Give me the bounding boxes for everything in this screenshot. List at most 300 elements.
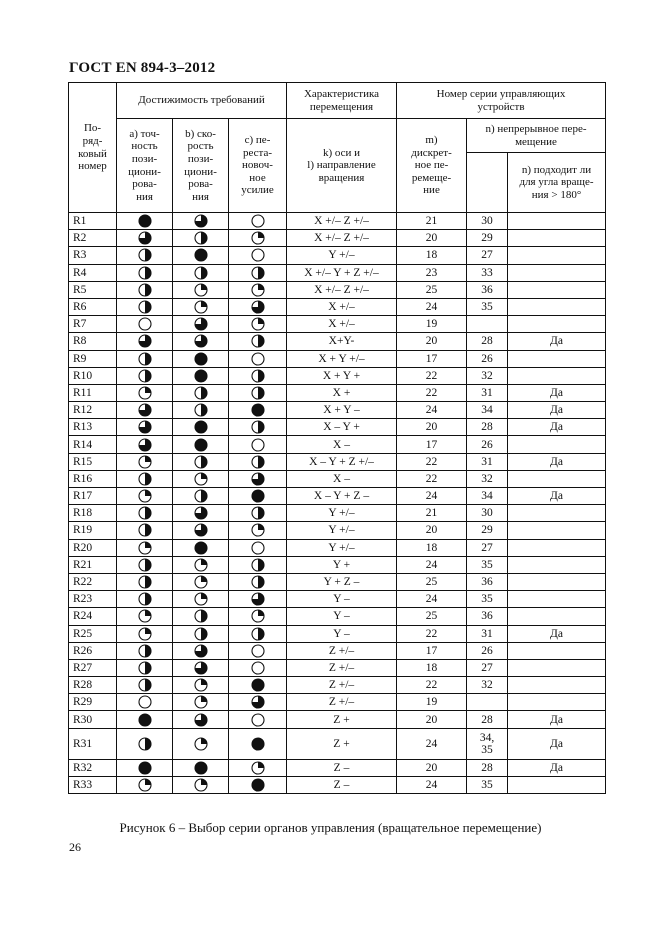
cell-a: [117, 505, 173, 522]
quarter-filled-circle-icon: [194, 472, 208, 486]
empty-circle-icon: [251, 541, 265, 555]
cell-axis-direction: X +/– Z +/–: [287, 230, 397, 247]
half-filled-circle-icon: [138, 737, 152, 751]
cell-angle-suitable: Да: [508, 453, 606, 470]
cell-discrete-series: 20: [397, 522, 467, 539]
full-circle-icon: [194, 420, 208, 434]
cell-b: [173, 264, 229, 281]
cell-discrete-series: 22: [397, 470, 467, 487]
cell-angle-suitable: [508, 522, 606, 539]
quarter-filled-circle-icon: [251, 231, 265, 245]
cell-c: [229, 677, 287, 694]
row-id: R15: [69, 453, 117, 470]
cell-a: [117, 711, 173, 728]
empty-circle-icon: [251, 248, 265, 262]
table-row: [69, 402, 606, 419]
row-id: R29: [69, 694, 117, 711]
cell-discrete-series: 22: [397, 677, 467, 694]
cell-a: [117, 230, 173, 247]
half-filled-circle-icon: [138, 248, 152, 262]
cell-discrete-series: 24: [397, 298, 467, 315]
document-title: ГОСТ EN 894-3–2012: [69, 60, 216, 76]
row-id: R30: [69, 711, 117, 728]
cell-b: [173, 333, 229, 350]
cell-axis-direction: Z +/–: [287, 642, 397, 659]
table-row: [69, 350, 606, 367]
row-id: R16: [69, 470, 117, 487]
table-row: [69, 453, 606, 470]
table-row: [69, 677, 606, 694]
cell-discrete-series: 20: [397, 230, 467, 247]
half-filled-circle-icon: [138, 558, 152, 572]
cell-angle-suitable: [508, 470, 606, 487]
half-filled-circle-icon: [138, 678, 152, 692]
cell-c: [229, 419, 287, 436]
row-id: R14: [69, 436, 117, 453]
cell-axis-direction: X +/– Z +/–: [287, 213, 397, 230]
three-quarter-filled-circle-icon: [138, 438, 152, 452]
cell-a: [117, 384, 173, 401]
cell-discrete-series: 22: [397, 367, 467, 384]
full-circle-icon: [251, 778, 265, 792]
cell-b: [173, 659, 229, 676]
cell-discrete-series: 22: [397, 625, 467, 642]
header-m-discrete: m) дискрет- ное пе- ремеще- ние: [397, 119, 467, 213]
three-quarter-filled-circle-icon: [194, 317, 208, 331]
cell-axis-direction: X +/– Y + Z +/–: [287, 264, 397, 281]
cell-continuous-series: 36: [467, 281, 508, 298]
cell-discrete-series: 23: [397, 264, 467, 281]
row-id: R11: [69, 384, 117, 401]
cell-axis-direction: Z +: [287, 728, 397, 759]
cell-a: [117, 591, 173, 608]
row-id: R12: [69, 402, 117, 419]
half-filled-circle-icon: [194, 386, 208, 400]
table-row: [69, 556, 606, 573]
table-row: [69, 281, 606, 298]
three-quarter-filled-circle-icon: [138, 334, 152, 348]
cell-angle-suitable: Да: [508, 711, 606, 728]
cell-discrete-series: 22: [397, 384, 467, 401]
half-filled-circle-icon: [194, 266, 208, 280]
three-quarter-filled-circle-icon: [194, 506, 208, 520]
row-id: R19: [69, 522, 117, 539]
half-filled-circle-icon: [251, 455, 265, 469]
cell-b: [173, 419, 229, 436]
table-row: [69, 384, 606, 401]
cell-continuous-series: 31: [467, 384, 508, 401]
cell-continuous-series: 29: [467, 230, 508, 247]
cell-a: [117, 659, 173, 676]
cell-angle-suitable: [508, 677, 606, 694]
cell-c: [229, 539, 287, 556]
cell-a: [117, 728, 173, 759]
cell-a: [117, 608, 173, 625]
cell-a: [117, 213, 173, 230]
cell-axis-direction: Z –: [287, 759, 397, 776]
cell-a: [117, 556, 173, 573]
cell-b: [173, 677, 229, 694]
table-row: [69, 608, 606, 625]
cell-c: [229, 384, 287, 401]
row-id: R28: [69, 677, 117, 694]
cell-b: [173, 759, 229, 776]
half-filled-circle-icon: [194, 231, 208, 245]
empty-circle-icon: [251, 214, 265, 228]
cell-continuous-series: 28: [467, 419, 508, 436]
cell-discrete-series: 21: [397, 213, 467, 230]
cell-discrete-series: 18: [397, 659, 467, 676]
cell-continuous-series: 28: [467, 759, 508, 776]
row-id: R18: [69, 505, 117, 522]
cell-axis-direction: Y +/–: [287, 247, 397, 264]
cell-axis-direction: Z +/–: [287, 677, 397, 694]
table-row: [69, 625, 606, 642]
row-id: R32: [69, 759, 117, 776]
cell-c: [229, 488, 287, 505]
cell-angle-suitable: Да: [508, 488, 606, 505]
cell-b: [173, 367, 229, 384]
cell-angle-suitable: [508, 230, 606, 247]
cell-angle-suitable: [508, 608, 606, 625]
cell-axis-direction: X +/–: [287, 316, 397, 333]
cell-c: [229, 264, 287, 281]
row-id: R27: [69, 659, 117, 676]
half-filled-circle-icon: [138, 661, 152, 675]
row-id: R9: [69, 350, 117, 367]
cell-a: [117, 539, 173, 556]
cell-b: [173, 625, 229, 642]
table-row: [69, 316, 606, 333]
half-filled-circle-icon: [251, 266, 265, 280]
empty-circle-icon: [138, 695, 152, 709]
cell-axis-direction: X + Y +: [287, 367, 397, 384]
table-body: [69, 213, 606, 794]
cell-c: [229, 728, 287, 759]
half-filled-circle-icon: [138, 300, 152, 314]
cell-continuous-series: 32: [467, 677, 508, 694]
cell-a: [117, 759, 173, 776]
cell-continuous-series: 34: [467, 402, 508, 419]
cell-continuous-series: 28: [467, 711, 508, 728]
cell-axis-direction: Y +/–: [287, 539, 397, 556]
cell-axis-direction: X – Y + Z +/–: [287, 453, 397, 470]
cell-c: [229, 659, 287, 676]
quarter-filled-circle-icon: [194, 283, 208, 297]
half-filled-circle-icon: [194, 489, 208, 503]
cell-b: [173, 384, 229, 401]
half-filled-circle-icon: [194, 627, 208, 641]
quarter-filled-circle-icon: [194, 558, 208, 572]
quarter-filled-circle-icon: [251, 761, 265, 775]
quarter-filled-circle-icon: [138, 541, 152, 555]
cell-b: [173, 776, 229, 793]
cell-continuous-series: 35: [467, 556, 508, 573]
cell-angle-suitable: [508, 436, 606, 453]
cell-b: [173, 436, 229, 453]
cell-c: [229, 759, 287, 776]
row-id: R20: [69, 539, 117, 556]
cell-b: [173, 316, 229, 333]
half-filled-circle-icon: [138, 472, 152, 486]
row-id: R10: [69, 367, 117, 384]
cell-axis-direction: X +: [287, 384, 397, 401]
row-id: R31: [69, 728, 117, 759]
control-series-table: [68, 82, 606, 794]
cell-a: [117, 436, 173, 453]
quarter-filled-circle-icon: [251, 523, 265, 537]
cell-axis-direction: Z +/–: [287, 659, 397, 676]
cell-discrete-series: 20: [397, 419, 467, 436]
cell-axis-direction: X –: [287, 470, 397, 487]
cell-continuous-series: 33: [467, 264, 508, 281]
cell-b: [173, 488, 229, 505]
half-filled-circle-icon: [251, 420, 265, 434]
cell-angle-suitable: Да: [508, 625, 606, 642]
row-id: R8: [69, 333, 117, 350]
cell-c: [229, 367, 287, 384]
cell-discrete-series: 17: [397, 436, 467, 453]
cell-axis-direction: Y –: [287, 591, 397, 608]
half-filled-circle-icon: [138, 506, 152, 520]
header-b-speed: b) ско- рость пози- циони- рова- ния: [173, 119, 229, 213]
cell-continuous-series: 35: [467, 776, 508, 793]
table-row: [69, 264, 606, 281]
cell-discrete-series: 17: [397, 642, 467, 659]
full-circle-icon: [251, 489, 265, 503]
cell-angle-suitable: Да: [508, 419, 606, 436]
cell-angle-suitable: Да: [508, 402, 606, 419]
cell-angle-suitable: Да: [508, 384, 606, 401]
cell-a: [117, 522, 173, 539]
cell-b: [173, 539, 229, 556]
quarter-filled-circle-icon: [194, 592, 208, 606]
empty-circle-icon: [251, 661, 265, 675]
cell-axis-direction: Z +: [287, 711, 397, 728]
cell-c: [229, 281, 287, 298]
cell-a: [117, 247, 173, 264]
cell-angle-suitable: [508, 539, 606, 556]
full-circle-icon: [251, 403, 265, 417]
full-circle-icon: [194, 248, 208, 262]
cell-b: [173, 522, 229, 539]
row-id: R24: [69, 608, 117, 625]
empty-circle-icon: [251, 713, 265, 727]
table-row: [69, 436, 606, 453]
three-quarter-filled-circle-icon: [194, 713, 208, 727]
full-circle-icon: [251, 678, 265, 692]
quarter-filled-circle-icon: [138, 627, 152, 641]
cell-angle-suitable: [508, 281, 606, 298]
cell-continuous-series: 32: [467, 367, 508, 384]
cell-angle-suitable: [508, 247, 606, 264]
cell-b: [173, 573, 229, 590]
row-id: R2: [69, 230, 117, 247]
cell-continuous-series: 36: [467, 608, 508, 625]
table-row: [69, 367, 606, 384]
cell-c: [229, 556, 287, 573]
full-circle-icon: [194, 369, 208, 383]
cell-c: [229, 316, 287, 333]
cell-discrete-series: 19: [397, 316, 467, 333]
table-row: [69, 522, 606, 539]
three-quarter-filled-circle-icon: [138, 231, 152, 245]
cell-continuous-series: 27: [467, 659, 508, 676]
cell-b: [173, 556, 229, 573]
half-filled-circle-icon: [138, 592, 152, 606]
cell-axis-direction: X +/–: [287, 298, 397, 315]
cell-c: [229, 298, 287, 315]
half-filled-circle-icon: [251, 334, 265, 348]
cell-c: [229, 776, 287, 793]
cell-angle-suitable: Да: [508, 759, 606, 776]
cell-angle-suitable: [508, 350, 606, 367]
row-id: R26: [69, 642, 117, 659]
cell-continuous-series: [467, 316, 508, 333]
row-id: R23: [69, 591, 117, 608]
cell-a: [117, 573, 173, 590]
half-filled-circle-icon: [138, 644, 152, 658]
half-filled-circle-icon: [194, 609, 208, 623]
cell-c: [229, 608, 287, 625]
row-id: R5: [69, 281, 117, 298]
cell-b: [173, 608, 229, 625]
cell-b: [173, 728, 229, 759]
header-a-precision: a) точ- ность пози- циони- рова- ния: [117, 119, 173, 213]
half-filled-circle-icon: [251, 506, 265, 520]
cell-b: [173, 453, 229, 470]
cell-a: [117, 694, 173, 711]
cell-discrete-series: 24: [397, 728, 467, 759]
cell-c: [229, 470, 287, 487]
cell-discrete-series: 24: [397, 402, 467, 419]
half-filled-circle-icon: [138, 283, 152, 297]
cell-c: [229, 333, 287, 350]
cell-discrete-series: 24: [397, 591, 467, 608]
cell-b: [173, 694, 229, 711]
cell-a: [117, 625, 173, 642]
cell-c: [229, 230, 287, 247]
half-filled-circle-icon: [138, 523, 152, 537]
cell-a: [117, 264, 173, 281]
three-quarter-filled-circle-icon: [194, 644, 208, 658]
cell-angle-suitable: [508, 367, 606, 384]
cell-discrete-series: 25: [397, 608, 467, 625]
cell-angle-suitable: Да: [508, 728, 606, 759]
table-row: [69, 759, 606, 776]
header-series-group: Номер серии управляющих устройств: [397, 83, 606, 119]
cell-discrete-series: 24: [397, 776, 467, 793]
three-quarter-filled-circle-icon: [194, 334, 208, 348]
table-row: [69, 298, 606, 315]
cell-a: [117, 333, 173, 350]
half-filled-circle-icon: [194, 455, 208, 469]
table-row: [69, 213, 606, 230]
cell-axis-direction: Y –: [287, 608, 397, 625]
cell-continuous-series: 27: [467, 539, 508, 556]
cell-angle-suitable: [508, 505, 606, 522]
row-id: R21: [69, 556, 117, 573]
cell-continuous-series: 34, 35: [467, 728, 508, 759]
three-quarter-filled-circle-icon: [194, 523, 208, 537]
quarter-filled-circle-icon: [251, 283, 265, 297]
cell-b: [173, 350, 229, 367]
cell-angle-suitable: [508, 556, 606, 573]
cell-axis-direction: Z –: [287, 776, 397, 793]
cell-continuous-series: [467, 694, 508, 711]
table-row: [69, 591, 606, 608]
table-row: [69, 419, 606, 436]
cell-discrete-series: 22: [397, 453, 467, 470]
row-id: R33: [69, 776, 117, 793]
header-c-force: c) пе- реста- новоч- ное усилие: [229, 119, 287, 213]
table-row: [69, 711, 606, 728]
full-circle-icon: [194, 541, 208, 555]
cell-c: [229, 402, 287, 419]
half-filled-circle-icon: [251, 627, 265, 641]
quarter-filled-circle-icon: [138, 386, 152, 400]
cell-axis-direction: X +/– Z +/–: [287, 281, 397, 298]
header-reach-group: Достижимость требований: [117, 83, 287, 119]
cell-a: [117, 316, 173, 333]
cell-continuous-series: 29: [467, 522, 508, 539]
figure-caption: Рисунок 6 – Выбор серии органов управления (вращательное перемещение): [119, 820, 542, 835]
half-filled-circle-icon: [138, 575, 152, 589]
cell-discrete-series: 25: [397, 281, 467, 298]
cell-a: [117, 281, 173, 298]
cell-c: [229, 694, 287, 711]
table-row: [69, 573, 606, 590]
cell-discrete-series: 20: [397, 711, 467, 728]
three-quarter-filled-circle-icon: [194, 661, 208, 675]
quarter-filled-circle-icon: [138, 489, 152, 503]
cell-angle-suitable: [508, 776, 606, 793]
cell-discrete-series: 25: [397, 573, 467, 590]
empty-circle-icon: [251, 438, 265, 452]
quarter-filled-circle-icon: [251, 317, 265, 331]
cell-continuous-series: 35: [467, 298, 508, 315]
cell-axis-direction: Y +/–: [287, 505, 397, 522]
quarter-filled-circle-icon: [194, 678, 208, 692]
cell-angle-suitable: [508, 264, 606, 281]
full-circle-icon: [194, 352, 208, 366]
cell-a: [117, 677, 173, 694]
quarter-filled-circle-icon: [194, 778, 208, 792]
full-circle-icon: [194, 438, 208, 452]
cell-angle-suitable: [508, 213, 606, 230]
half-filled-circle-icon: [138, 266, 152, 280]
table-row: [69, 488, 606, 505]
table-row: [69, 333, 606, 350]
cell-discrete-series: 18: [397, 247, 467, 264]
quarter-filled-circle-icon: [138, 609, 152, 623]
cell-discrete-series: 19: [397, 694, 467, 711]
row-id: R13: [69, 419, 117, 436]
empty-circle-icon: [251, 644, 265, 658]
cell-axis-direction: Y –: [287, 625, 397, 642]
cell-b: [173, 230, 229, 247]
row-id: R4: [69, 264, 117, 281]
three-quarter-filled-circle-icon: [194, 214, 208, 228]
cell-a: [117, 298, 173, 315]
cell-continuous-series: 36: [467, 573, 508, 590]
cell-continuous-series: 30: [467, 213, 508, 230]
header-n-continuous: n) непрерывное пере- мещение: [467, 119, 606, 153]
table-row: [69, 659, 606, 676]
cell-b: [173, 298, 229, 315]
empty-circle-icon: [251, 352, 265, 366]
cell-continuous-series: 30: [467, 505, 508, 522]
